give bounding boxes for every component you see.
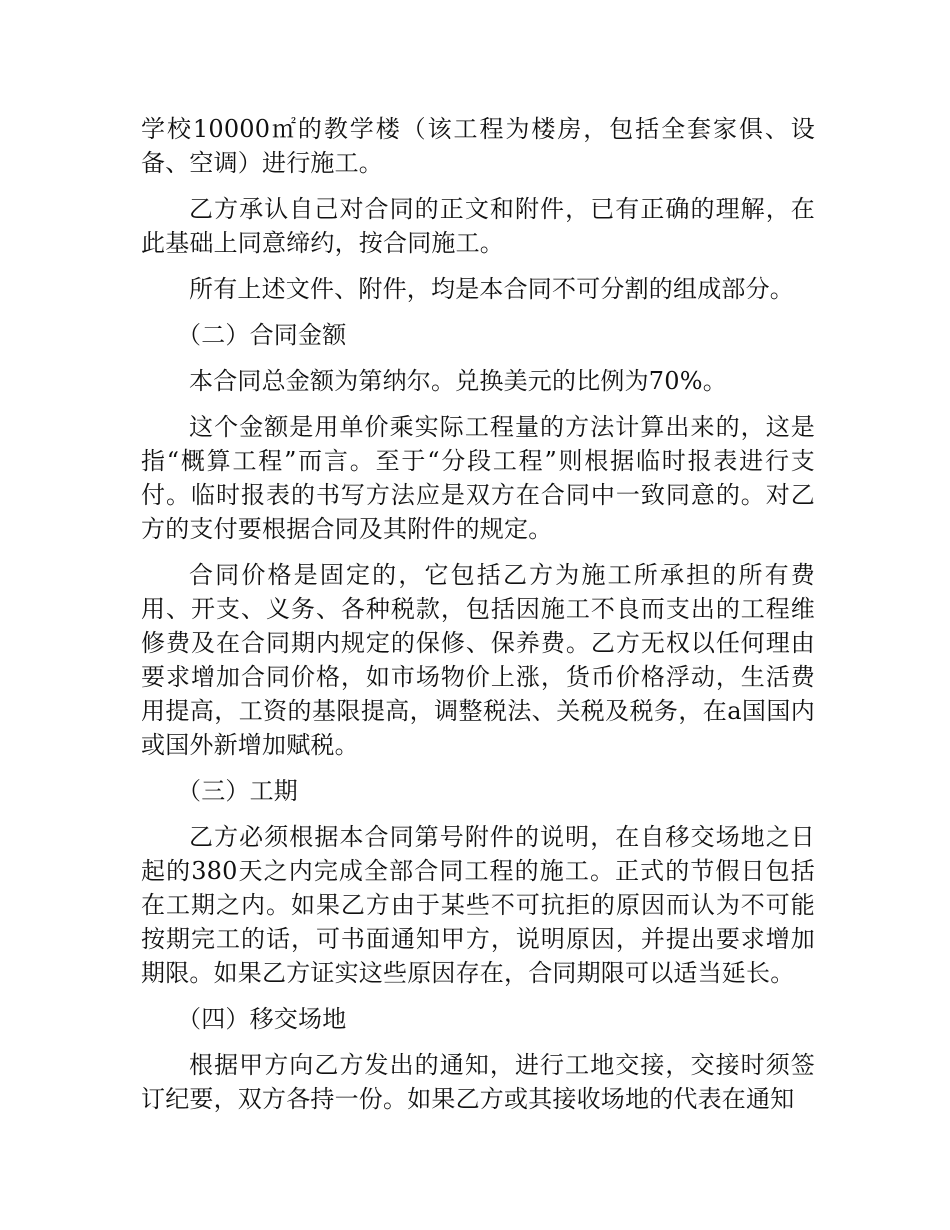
section-heading-contract-amount: （二）合同金额 <box>177 321 347 349</box>
paragraph-attachments: 所有上述文件、附件，均是本合同不可分割的组成部分。 <box>189 275 794 303</box>
paragraph-fixed-price: 合同价格是固定的，它包括乙方为施工所承担的所有费用、开支、义务、各种税款，包括因施工不良而支出的工程维修费及在合同期内规定的保修、保养费。乙方无权以任何理由要求增加合同价格，如市场物价上涨，货币价格浮动，生活费用提高，工资的基限提高，调整税法、关税及税务，在a国国内或国外新增加赋税。 <box>141 561 815 759</box>
paragraph-total-amount: 本合同总金额为第纳尔。兑换美元的比例为70%。 <box>189 367 727 395</box>
section-heading-site-handover: （四）移交场地 <box>177 1005 347 1033</box>
paragraph-calculation-method: 这个金额是用单价乘实际工程量的方法计算出来的，这是指“概算工程”而言。至于“分段工程”则根据临时报表进行支付。临时报表的书写方法应是双方在合同中一致同意的。对乙方的支付要根据合同及其附件的规定。 <box>141 413 815 543</box>
paragraph-site-handover: 根据甲方向乙方发出的通知，进行工地交接，交接时须签订纪要，双方各持一份。如果乙方或其接收场地的代表在通知 <box>141 1051 815 1113</box>
paragraph-continuation: 学校10000㎡的教学楼（该工程为楼房，包括全套家俱、设备、空调）进行施工。 <box>141 115 815 177</box>
paragraph-schedule: 乙方必须根据本合同第号附件的说明，在自移交场地之日起的380天之内完成全部合同工程的施工。正式的节假日包括在工期之内。如果乙方由于某些不可抗拒的原因而认为不可能按期完工的话，可书面通知甲方，说明原因，并提出要求增加期限。如果乙方证实这些原因存在，合同期限可以适当延长。 <box>141 823 815 987</box>
document-body <box>141 112 815 1116</box>
paragraph-contractor-understanding: 乙方承认自己对合同的正文和附件，已有正确的理解，在此基础上同意缔约，按合同施工。 <box>141 195 815 257</box>
section-heading-schedule: （三）工期 <box>177 777 298 805</box>
